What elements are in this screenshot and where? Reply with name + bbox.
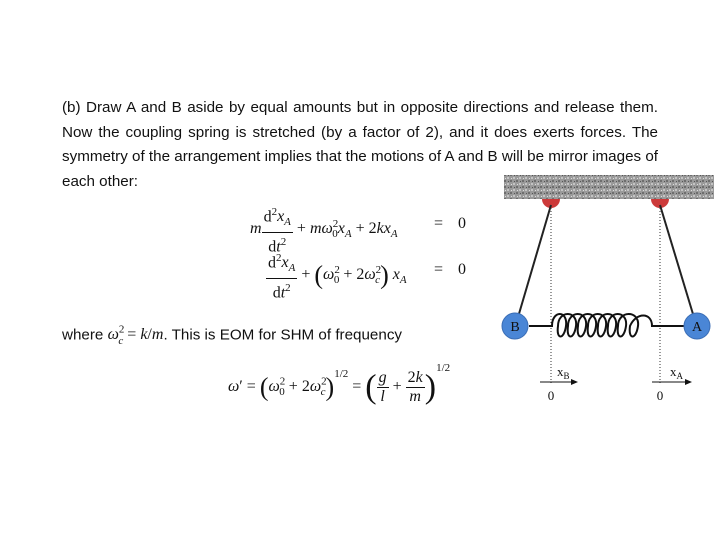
equation-1-rhs: 0 (458, 215, 466, 232)
string-b (516, 205, 551, 324)
ceiling-support (504, 175, 714, 199)
axis-b-label: $x_B$ (557, 364, 570, 381)
mass-a-label: A (691, 320, 703, 335)
where-prefix: where (62, 326, 108, 344)
axis-a-origin: 0 (656, 388, 664, 403)
axis-a-arrowhead (685, 379, 692, 385)
equation-2-equals: = (434, 261, 444, 278)
string-a (660, 205, 696, 324)
equation-1-equals: = (434, 215, 444, 232)
axis-b-arrowhead (571, 379, 578, 385)
paragraph-text: (b) Draw A and B aside by equal amounts but in opposite directions and release them. Now the coupling spring is stretched (by a factor of 2), and it does exerts forces. The symmetry of the arrangement implies that the motions of A and B will be mirror images of each other: (62, 99, 658, 190)
axis-a-label: $x_A$ (670, 364, 683, 381)
mass-b-label: B (510, 320, 520, 335)
coupling-frequency-definition: $\omega^2_c = k/m$ (107, 324, 164, 347)
axis-b-origin: 0 (547, 388, 555, 403)
coupling-spring (529, 314, 684, 337)
where-suffix: . This is EOM for SHM of frequency (163, 326, 403, 344)
equation-1: m $\frac{d^2x_A}{dt^2}$ + $m\omega^2_0x_A + 2kx_A$ (250, 203, 398, 256)
equation-2: $\frac{d^2x_A}{dt^2}$ + $(\omega^2_0 + 2\omega^2_c)$ $x_A$ (266, 249, 407, 302)
frequency-equation: $\omega' = (\omega^2_0 + 2\omega^2_c)^{1/2}$ = ( $\frac{g}{l}$ + $\frac{2k}{m}$ )$^{1/2}$ (228, 362, 451, 406)
equation-2-rhs: 0 (458, 261, 466, 278)
